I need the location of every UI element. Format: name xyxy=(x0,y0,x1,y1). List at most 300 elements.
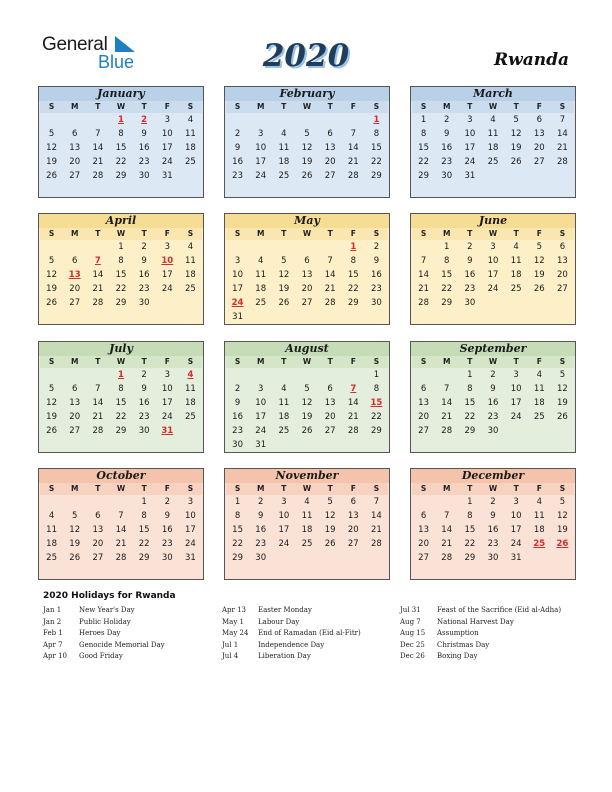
day-cell: 16 xyxy=(255,525,267,535)
weekday-label: T xyxy=(272,356,295,368)
holiday-day-cell: 25 xyxy=(533,539,546,549)
holiday-date: Dec 26 xyxy=(400,652,425,660)
month-september xyxy=(410,341,576,453)
day-cell: 29 xyxy=(138,553,150,563)
day-cell: 16 xyxy=(441,143,453,153)
day-cell: 3 xyxy=(513,370,519,380)
day-cell: 27 xyxy=(69,171,81,181)
weekday-label: S xyxy=(551,483,574,495)
day-cell: 3 xyxy=(490,242,496,252)
day-cell: 29 xyxy=(418,171,429,181)
day-cell: 9 xyxy=(258,511,264,521)
day-cell: 10 xyxy=(185,511,196,521)
day-cell: 11 xyxy=(185,129,196,139)
day-cell: 23 xyxy=(138,157,150,167)
empty-cell xyxy=(226,240,249,254)
day-cell: 10 xyxy=(510,384,522,394)
day-cell: 26 xyxy=(46,171,57,181)
logo-text-general: General xyxy=(42,34,108,55)
day-cell: 23 xyxy=(371,284,382,294)
day-cell: 25 xyxy=(487,157,499,167)
weekday-label: T xyxy=(458,356,481,368)
day-cell: 14 xyxy=(347,143,359,153)
day-cell: 29 xyxy=(371,171,382,181)
weekday-label: W xyxy=(295,356,318,368)
day-cell: 20 xyxy=(418,539,429,549)
day-cell: 8 xyxy=(444,256,450,266)
holiday-name: New Year's Day xyxy=(79,606,135,614)
day-cell: 6 xyxy=(559,242,566,252)
day-cell: 7 xyxy=(444,511,450,521)
day-cell: 11 xyxy=(278,398,290,408)
day-cell: 31 xyxy=(255,440,267,450)
day-cell: 9 xyxy=(234,143,241,153)
day-cell: 25 xyxy=(46,553,57,563)
month-december xyxy=(410,468,576,580)
weekday-label: T xyxy=(458,228,481,240)
empty-cell xyxy=(319,113,342,127)
weekday-label: S xyxy=(179,356,202,368)
day-cell: 6 xyxy=(72,129,78,139)
day-cell: 22 xyxy=(464,539,476,549)
day-cell: 3 xyxy=(164,242,170,252)
day-cell: 16 xyxy=(232,157,243,167)
day-cell: 20 xyxy=(418,412,429,422)
weekday-label: T xyxy=(319,483,342,495)
day-cell: 30 xyxy=(487,553,499,563)
day-cell: 20 xyxy=(69,157,81,167)
day-cell: 22 xyxy=(371,412,382,422)
day-grid xyxy=(411,228,575,310)
day-cell: 5 xyxy=(559,370,566,380)
weekday-label: T xyxy=(86,101,109,113)
day-cell: 22 xyxy=(418,157,429,167)
holiday-date: Jul 31 xyxy=(400,606,421,614)
day-cell: 17 xyxy=(464,143,476,153)
day-cell: 5 xyxy=(72,511,78,521)
day-cell: 11 xyxy=(301,511,313,521)
empty-cell xyxy=(342,113,365,127)
weekday-label: M xyxy=(249,483,272,495)
holiday-day-cell: 4 xyxy=(187,370,194,380)
day-cell: 23 xyxy=(464,284,476,294)
day-cell: 31 xyxy=(464,171,476,181)
day-cell: 23 xyxy=(138,284,150,294)
day-cell: 22 xyxy=(115,284,127,294)
empty-cell xyxy=(249,368,272,382)
weekday-label: S xyxy=(551,228,574,240)
weekday-label: S xyxy=(226,483,249,495)
day-grid xyxy=(225,483,389,565)
holiday-date: Feb 1 xyxy=(43,629,63,637)
day-cell: 30 xyxy=(161,553,173,563)
empty-cell xyxy=(86,495,109,509)
empty-cell xyxy=(226,368,249,382)
weekday-label: S xyxy=(226,101,249,113)
weekday-label: F xyxy=(528,228,551,240)
day-cell: 7 xyxy=(95,129,101,139)
weekday-label: F xyxy=(156,356,179,368)
day-cell: 31 xyxy=(185,553,196,563)
day-cell: 25 xyxy=(510,284,522,294)
day-cell: 7 xyxy=(444,384,450,394)
holiday-row xyxy=(400,628,561,640)
day-cell: 22 xyxy=(138,539,150,549)
empty-cell xyxy=(40,368,63,382)
day-cell: 22 xyxy=(464,412,476,422)
holiday-row xyxy=(400,605,561,617)
empty-cell xyxy=(249,113,272,127)
weekday-label: T xyxy=(133,356,156,368)
day-cell: 21 xyxy=(347,157,359,167)
day-cell: 13 xyxy=(557,256,568,266)
day-cell: 20 xyxy=(324,157,336,167)
day-cell: 14 xyxy=(371,511,382,521)
day-cell: 6 xyxy=(327,384,333,394)
day-cell: 24 xyxy=(510,412,522,422)
day-cell: 7 xyxy=(373,497,380,507)
day-cell: 6 xyxy=(420,511,427,521)
holiday-date: Apr 13 xyxy=(222,606,247,614)
day-grid xyxy=(39,483,203,565)
holiday-date: Jul 1 xyxy=(222,640,239,649)
day-cell: 2 xyxy=(467,242,473,252)
day-grid xyxy=(39,356,203,438)
holiday-name: Liberation Day xyxy=(258,652,311,660)
holiday-name: National Harvest Day xyxy=(437,617,514,626)
day-cell: 13 xyxy=(324,143,336,153)
day-cell: 9 xyxy=(164,511,170,521)
day-cell: 5 xyxy=(513,115,519,125)
day-cell: 28 xyxy=(92,298,104,308)
day-cell: 22 xyxy=(347,284,359,294)
empty-cell xyxy=(109,495,132,509)
holiday-day-cell: 24 xyxy=(231,298,244,308)
empty-cell xyxy=(295,368,318,382)
day-cell: 2 xyxy=(141,242,147,252)
day-cell: 28 xyxy=(324,298,336,308)
day-cell: 6 xyxy=(420,384,427,394)
month-name: June xyxy=(411,214,575,228)
day-cell: 24 xyxy=(161,157,173,167)
weekday-label: M xyxy=(63,228,86,240)
weekday-label: M xyxy=(63,483,86,495)
day-cell: 13 xyxy=(69,398,81,408)
day-cell: 15 xyxy=(464,398,476,408)
weekday-label: W xyxy=(295,101,318,113)
weekday-label: W xyxy=(109,356,132,368)
day-cell: 15 xyxy=(138,525,150,535)
day-cell: 25 xyxy=(185,157,196,167)
day-cell: 29 xyxy=(441,298,453,308)
day-cell: 14 xyxy=(115,525,127,535)
day-cell: 14 xyxy=(92,143,104,153)
day-cell: 27 xyxy=(69,298,81,308)
month-name: October xyxy=(39,469,203,483)
day-cell: 24 xyxy=(487,284,499,294)
day-cell: 9 xyxy=(373,256,380,266)
weekday-label: T xyxy=(86,483,109,495)
day-cell: 14 xyxy=(441,525,453,535)
day-cell: 30 xyxy=(255,553,267,563)
holiday-row xyxy=(43,617,165,629)
day-cell: 28 xyxy=(441,426,453,436)
day-cell: 12 xyxy=(46,270,57,280)
day-cell: 23 xyxy=(255,539,267,549)
holiday-day-cell: 1 xyxy=(350,242,357,252)
day-cell: 18 xyxy=(46,539,57,549)
holiday-day-cell: 7 xyxy=(94,256,101,266)
day-cell: 1 xyxy=(373,370,380,380)
day-cell: 4 xyxy=(187,242,194,252)
weekday-label: S xyxy=(365,483,388,495)
day-cell: 6 xyxy=(304,256,310,266)
day-cell: 29 xyxy=(464,426,476,436)
day-cell: 7 xyxy=(350,129,356,139)
weekday-label: S xyxy=(412,356,435,368)
day-cell: 14 xyxy=(441,398,453,408)
month-march xyxy=(410,86,576,198)
day-cell: 4 xyxy=(513,242,519,252)
weekday-label: W xyxy=(295,228,318,240)
day-cell: 21 xyxy=(371,525,382,535)
empty-cell xyxy=(295,240,318,254)
day-cell: 7 xyxy=(420,256,427,266)
day-cell: 17 xyxy=(185,525,196,535)
holiday-date: Jan 2 xyxy=(43,617,62,626)
empty-cell xyxy=(63,113,86,127)
holiday-row xyxy=(222,605,361,617)
weekday-label: T xyxy=(505,483,528,495)
day-cell: 6 xyxy=(95,511,101,521)
day-cell: 30 xyxy=(232,440,243,450)
month-name: November xyxy=(225,469,389,483)
day-cell: 24 xyxy=(510,539,522,549)
day-cell: 22 xyxy=(232,539,243,549)
day-cell: 2 xyxy=(164,497,170,507)
day-cell: 23 xyxy=(487,412,499,422)
empty-cell xyxy=(63,368,86,382)
day-cell: 19 xyxy=(46,284,57,294)
day-cell: 30 xyxy=(441,171,453,181)
day-cell: 26 xyxy=(46,298,57,308)
day-cell: 18 xyxy=(255,284,267,294)
weekday-label: S xyxy=(40,356,63,368)
weekday-label: T xyxy=(458,101,481,113)
weekday-label: M xyxy=(435,228,458,240)
day-cell: 29 xyxy=(464,553,476,563)
day-cell: 16 xyxy=(464,270,476,280)
day-cell: 18 xyxy=(278,157,290,167)
day-cell: 29 xyxy=(115,426,127,436)
day-cell: 9 xyxy=(234,398,241,408)
empty-cell xyxy=(226,113,249,127)
day-cell: 4 xyxy=(281,384,287,394)
day-cell: 10 xyxy=(278,511,290,521)
holiday-name: Heroes Day xyxy=(79,629,121,637)
day-cell: 13 xyxy=(69,143,81,153)
weekday-label: T xyxy=(319,101,342,113)
empty-cell xyxy=(272,113,295,127)
day-cell: 21 xyxy=(92,412,104,422)
empty-cell xyxy=(412,368,435,382)
weekday-label: S xyxy=(179,101,202,113)
empty-cell xyxy=(295,113,318,127)
day-cell: 4 xyxy=(536,497,542,507)
day-cell: 28 xyxy=(557,157,568,167)
day-cell: 19 xyxy=(301,412,313,422)
month-name: September xyxy=(411,342,575,356)
weekday-label: S xyxy=(551,101,574,113)
day-cell: 23 xyxy=(232,171,243,181)
holiday-row xyxy=(43,640,165,652)
weekday-label: W xyxy=(481,483,504,495)
holiday-row xyxy=(400,651,561,663)
weekday-label: M xyxy=(249,356,272,368)
day-cell: 27 xyxy=(418,426,429,436)
day-cell: 16 xyxy=(371,270,382,280)
day-cell: 17 xyxy=(161,143,173,153)
weekday-label: S xyxy=(365,101,388,113)
day-cell: 3 xyxy=(513,497,519,507)
weekday-label: T xyxy=(505,228,528,240)
weekday-label: S xyxy=(179,483,202,495)
day-cell: 18 xyxy=(185,398,196,408)
day-cell: 7 xyxy=(559,115,566,125)
day-grid xyxy=(39,101,203,183)
day-cell: 21 xyxy=(115,539,127,549)
day-cell: 24 xyxy=(255,426,267,436)
holiday-day-cell: 2 xyxy=(141,115,148,125)
day-cell: 22 xyxy=(371,157,382,167)
day-cell: 23 xyxy=(161,539,173,549)
logo-text-blue: Blue xyxy=(98,52,135,72)
day-cell: 8 xyxy=(420,129,427,139)
day-cell: 4 xyxy=(490,115,496,125)
day-cell: 10 xyxy=(255,143,267,153)
day-cell: 24 xyxy=(464,157,476,167)
day-cell: 21 xyxy=(557,143,568,153)
day-cell: 8 xyxy=(118,384,124,394)
day-cell: 1 xyxy=(444,242,450,252)
day-cell: 6 xyxy=(350,497,356,507)
weekday-label: W xyxy=(109,483,132,495)
day-cell: 27 xyxy=(347,539,359,549)
day-cell: 25 xyxy=(185,284,196,294)
day-cell: 11 xyxy=(533,511,545,521)
weekday-label: M xyxy=(435,356,458,368)
holiday-day-cell: 15 xyxy=(370,398,383,408)
month-name: August xyxy=(225,342,389,356)
day-cell: 18 xyxy=(533,398,545,408)
weekday-label: T xyxy=(505,101,528,113)
weekday-label: T xyxy=(505,356,528,368)
weekday-label: T xyxy=(272,228,295,240)
weekday-label: M xyxy=(435,101,458,113)
day-cell: 3 xyxy=(467,115,473,125)
month-may xyxy=(224,213,390,325)
day-cell: 10 xyxy=(232,270,243,280)
day-cell: 30 xyxy=(138,298,150,308)
day-cell: 12 xyxy=(278,270,290,280)
day-cell: 3 xyxy=(234,256,241,266)
holiday-date: Jan 1 xyxy=(43,606,62,614)
holiday-column xyxy=(43,605,165,663)
day-cell: 18 xyxy=(278,412,290,422)
day-cell: 21 xyxy=(92,284,104,294)
day-grid xyxy=(225,228,389,324)
day-cell: 26 xyxy=(533,284,545,294)
empty-cell xyxy=(86,113,109,127)
day-cell: 5 xyxy=(48,256,55,266)
day-cell: 27 xyxy=(533,157,545,167)
weekday-label: M xyxy=(63,356,86,368)
day-cell: 14 xyxy=(557,129,568,139)
day-cell: 28 xyxy=(115,553,127,563)
day-cell: 3 xyxy=(258,129,264,139)
day-cell: 24 xyxy=(161,284,173,294)
holiday-row xyxy=(222,628,361,640)
empty-cell xyxy=(40,240,63,254)
day-cell: 15 xyxy=(115,270,127,280)
day-cell: 28 xyxy=(92,426,104,436)
day-cell: 11 xyxy=(185,384,196,394)
day-cell: 26 xyxy=(557,412,568,422)
day-cell: 8 xyxy=(467,384,473,394)
day-cell: 9 xyxy=(141,256,147,266)
day-cell: 2 xyxy=(258,497,264,507)
day-cell: 12 xyxy=(301,398,313,408)
day-cell: 13 xyxy=(301,270,313,280)
day-cell: 3 xyxy=(187,497,194,507)
day-cell: 12 xyxy=(46,143,57,153)
day-cell: 23 xyxy=(232,426,243,436)
day-cell: 11 xyxy=(46,525,57,535)
day-cell: 8 xyxy=(118,129,124,139)
month-february xyxy=(224,86,390,198)
weekday-label: T xyxy=(319,228,342,240)
day-cell: 15 xyxy=(418,143,429,153)
weekday-label: S xyxy=(551,356,574,368)
day-cell: 4 xyxy=(281,129,287,139)
day-cell: 10 xyxy=(161,129,173,139)
day-grid xyxy=(39,228,203,310)
day-cell: 21 xyxy=(418,284,429,294)
day-cell: 18 xyxy=(185,143,196,153)
day-cell: 17 xyxy=(487,270,499,280)
holiday-row xyxy=(222,640,361,652)
day-cell: 5 xyxy=(304,129,310,139)
day-cell: 26 xyxy=(510,157,522,167)
day-cell: 17 xyxy=(161,270,173,280)
day-cell: 27 xyxy=(324,426,336,436)
holiday-name: Good Friday xyxy=(79,652,123,660)
weekday-label: W xyxy=(109,228,132,240)
empty-cell xyxy=(40,495,63,509)
day-cell: 28 xyxy=(92,171,104,181)
day-cell: 28 xyxy=(347,171,359,181)
weekday-label: M xyxy=(63,101,86,113)
day-cell: 28 xyxy=(418,298,429,308)
day-cell: 6 xyxy=(72,384,78,394)
weekday-label: S xyxy=(179,228,202,240)
holiday-name: Boxing Day xyxy=(437,652,478,660)
day-cell: 13 xyxy=(418,398,429,408)
day-cell: 12 xyxy=(510,129,522,139)
holiday-date: Aug 7 xyxy=(400,617,421,626)
day-cell: 23 xyxy=(441,157,453,167)
day-cell: 30 xyxy=(138,171,150,181)
